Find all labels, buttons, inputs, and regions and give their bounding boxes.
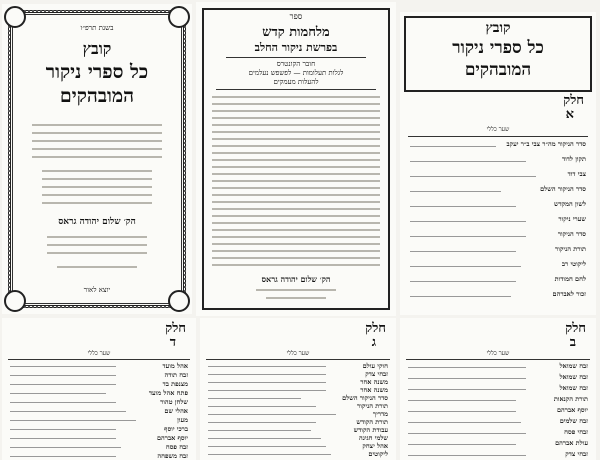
list-item: עבודת הקודש <box>353 426 388 434</box>
author-name: הק׳ שלום יהודה גראס <box>58 217 136 227</box>
list-item: תורת הניקור <box>357 402 388 410</box>
text-line <box>10 384 116 385</box>
part-letter: ד <box>169 335 176 350</box>
list-item: עולת אברהם <box>555 439 588 447</box>
text-line <box>212 117 380 119</box>
list-item: לחם חמודות <box>554 275 586 283</box>
part-letter: א <box>565 107 574 122</box>
title-line-3: המובהקים <box>464 60 532 80</box>
text-line <box>42 194 152 196</box>
list-item: תורת הניקור <box>555 245 586 253</box>
text-line <box>10 447 121 448</box>
year-label: בשנת תרפ״ו <box>80 24 114 32</box>
list-item: יוסף אברהם <box>557 406 588 414</box>
list-item: שערי ניקור <box>558 215 586 223</box>
list-item: מדריך <box>372 410 388 418</box>
text-line <box>408 367 526 368</box>
text-line <box>10 411 126 412</box>
list-item: תורת הקודש <box>356 418 388 426</box>
text-line <box>10 393 106 394</box>
divider <box>8 359 190 360</box>
text-line <box>266 297 326 299</box>
text-line <box>410 281 516 282</box>
text-line <box>410 221 526 222</box>
text-line <box>10 366 116 367</box>
title-line-1: מלחמות קדש <box>262 25 330 40</box>
text-line <box>212 215 380 217</box>
text-line <box>208 398 301 399</box>
text-line <box>42 170 152 172</box>
text-line <box>10 429 116 430</box>
list-item: תורת הקנאות <box>553 395 588 403</box>
divider <box>226 57 366 58</box>
list-item: ליקוטים <box>368 450 388 458</box>
text-line <box>410 161 526 162</box>
list-item: זכור לאברהם <box>552 290 586 298</box>
text-line <box>57 266 137 268</box>
divider <box>206 359 390 360</box>
text-line <box>212 236 380 238</box>
divider <box>408 136 588 137</box>
list-item: זבח שלמים <box>559 417 588 425</box>
text-line <box>208 414 336 415</box>
divider <box>406 359 590 360</box>
text-line <box>408 411 516 412</box>
subtitle-3: להעלות מעמקים <box>273 78 319 86</box>
list-item: זבח שמואל <box>559 384 588 392</box>
contents-page-part-g <box>200 318 396 460</box>
text-line <box>32 156 162 158</box>
text-line <box>10 402 116 403</box>
text-line <box>32 148 162 150</box>
list-item: זבחי פסח <box>564 428 588 436</box>
list-item: סדר הניקור השלם <box>540 185 586 193</box>
text-line <box>410 176 536 177</box>
list-item: אהל יצחק <box>362 442 388 450</box>
text-line <box>410 206 516 207</box>
text-line <box>208 366 326 367</box>
text-line <box>47 252 147 254</box>
text-line <box>410 251 516 252</box>
author-name: הק׳ שלום יהודה גראס <box>261 274 331 284</box>
contents-page-part-b <box>400 318 596 460</box>
text-line <box>212 152 380 154</box>
text-line <box>212 180 380 182</box>
text-line <box>212 96 380 98</box>
text-line <box>212 159 380 161</box>
text-line <box>212 187 380 189</box>
text-line <box>32 140 162 142</box>
text-line <box>42 202 152 204</box>
text-line <box>208 390 326 391</box>
text-line <box>208 430 311 431</box>
list-item: שלחן טהור <box>160 398 188 406</box>
list-item: ברכי יוסף <box>164 425 188 433</box>
text-line <box>212 264 380 266</box>
title-page-b <box>196 2 396 316</box>
text-line <box>408 389 526 390</box>
text-line <box>208 446 326 447</box>
section-label: שער כללי <box>486 350 510 357</box>
text-line <box>212 103 380 105</box>
text-line <box>10 456 116 457</box>
text-line <box>212 194 380 196</box>
part-letter: ב <box>569 335 576 350</box>
text-line <box>42 186 152 188</box>
text-line <box>410 296 511 297</box>
text-line <box>212 222 380 224</box>
list-item: משנה אחר <box>360 378 388 386</box>
section-label: שער כללי <box>87 350 111 357</box>
part-label: חלק <box>365 321 386 336</box>
text-line <box>410 236 526 237</box>
text-line <box>32 132 162 134</box>
text-line <box>208 422 316 423</box>
list-item: חוקי עולם <box>362 362 388 370</box>
text-line <box>408 433 526 434</box>
text-line <box>410 191 501 192</box>
contents-page-part-d <box>2 318 196 460</box>
title-line-2: בפרשת ניקור החלב <box>254 41 338 54</box>
text-line <box>212 138 380 140</box>
list-item: משנה אחר <box>360 386 388 394</box>
list-item: ליקוטי רב <box>561 260 586 268</box>
title-line-2: כל ספרי ניקור <box>45 61 149 83</box>
title-line-2: כל ספרי ניקור <box>452 38 544 58</box>
text-line <box>208 382 326 383</box>
list-item: זבחי צדק <box>565 450 588 458</box>
subtitle-1: חובר הקונטרס <box>276 60 316 68</box>
text-line <box>408 400 516 401</box>
list-item: שלמי חגיגה <box>358 434 388 442</box>
section-label: שער כללי <box>286 350 310 357</box>
text-line <box>212 243 380 245</box>
footer-label: יוצא לאור <box>83 286 111 294</box>
text-line <box>42 178 152 180</box>
text-line <box>208 374 326 375</box>
divider <box>216 89 376 90</box>
title-page-a <box>2 4 192 314</box>
text-line <box>47 236 147 238</box>
text-line <box>10 438 116 439</box>
part-label: חלק <box>165 321 186 336</box>
text-line <box>256 289 336 291</box>
text-line <box>10 420 136 421</box>
list-item: זבח שמואל <box>559 373 588 381</box>
contents-page-part-a <box>400 12 596 315</box>
text-line <box>212 257 380 259</box>
text-line <box>32 124 162 126</box>
list-item: צבי דוד <box>567 170 586 178</box>
part-letter: ג <box>371 335 376 350</box>
text-line <box>408 444 516 445</box>
list-item: סדר הניקור השלם <box>342 394 388 402</box>
list-item: מצנפת בד <box>162 380 188 388</box>
text-line <box>212 208 380 210</box>
text-line <box>408 422 521 423</box>
section-label: שער כללי <box>486 126 510 133</box>
list-item: זבח פסח <box>165 443 188 451</box>
text-line <box>212 131 380 133</box>
text-line <box>212 110 380 112</box>
text-line <box>208 454 331 455</box>
list-item: פתח אהל מועד <box>148 389 188 397</box>
text-line <box>212 145 380 147</box>
text-line <box>212 124 380 126</box>
text-line <box>10 375 116 376</box>
text-line <box>408 455 526 456</box>
list-item: זבח משפחה <box>157 452 188 460</box>
list-item: לשון המקדש <box>553 200 586 208</box>
list-item: סדר הניקור <box>557 230 586 238</box>
list-item: תקון לדוד <box>562 155 586 163</box>
subtitle-2: לגלות תעלומות — לפשפש נעלמים <box>248 69 344 77</box>
list-item: סדר הניקור מה״ר צבי ב״ר יעקב <box>506 140 586 148</box>
list-item: זבח שמואל <box>559 362 588 370</box>
list-item: זבח תודה <box>164 371 188 379</box>
text-line <box>208 438 321 439</box>
text-line <box>212 250 380 252</box>
text-line <box>410 266 521 267</box>
list-item: זבחי צדק <box>365 370 388 378</box>
part-label: חלק <box>563 93 584 108</box>
part-label: חלק <box>565 321 586 336</box>
title-line-1: קובץ <box>485 20 511 36</box>
list-item: אהלי שם <box>164 407 188 415</box>
text-line <box>47 244 147 246</box>
text-line <box>212 229 380 231</box>
title-line-3: המובהקים <box>59 85 135 107</box>
text-line <box>212 173 380 175</box>
text-line <box>212 201 380 203</box>
sefer-label: ספר <box>289 12 303 21</box>
text-line <box>212 166 380 168</box>
text-line <box>410 146 496 147</box>
text-line <box>408 378 526 379</box>
title-line-1: קובץ <box>82 39 112 58</box>
list-item: יוסף אברהם <box>157 434 188 442</box>
list-item: אהל מועד <box>162 362 188 370</box>
text-line <box>208 406 316 407</box>
list-item: מעון <box>177 416 188 424</box>
